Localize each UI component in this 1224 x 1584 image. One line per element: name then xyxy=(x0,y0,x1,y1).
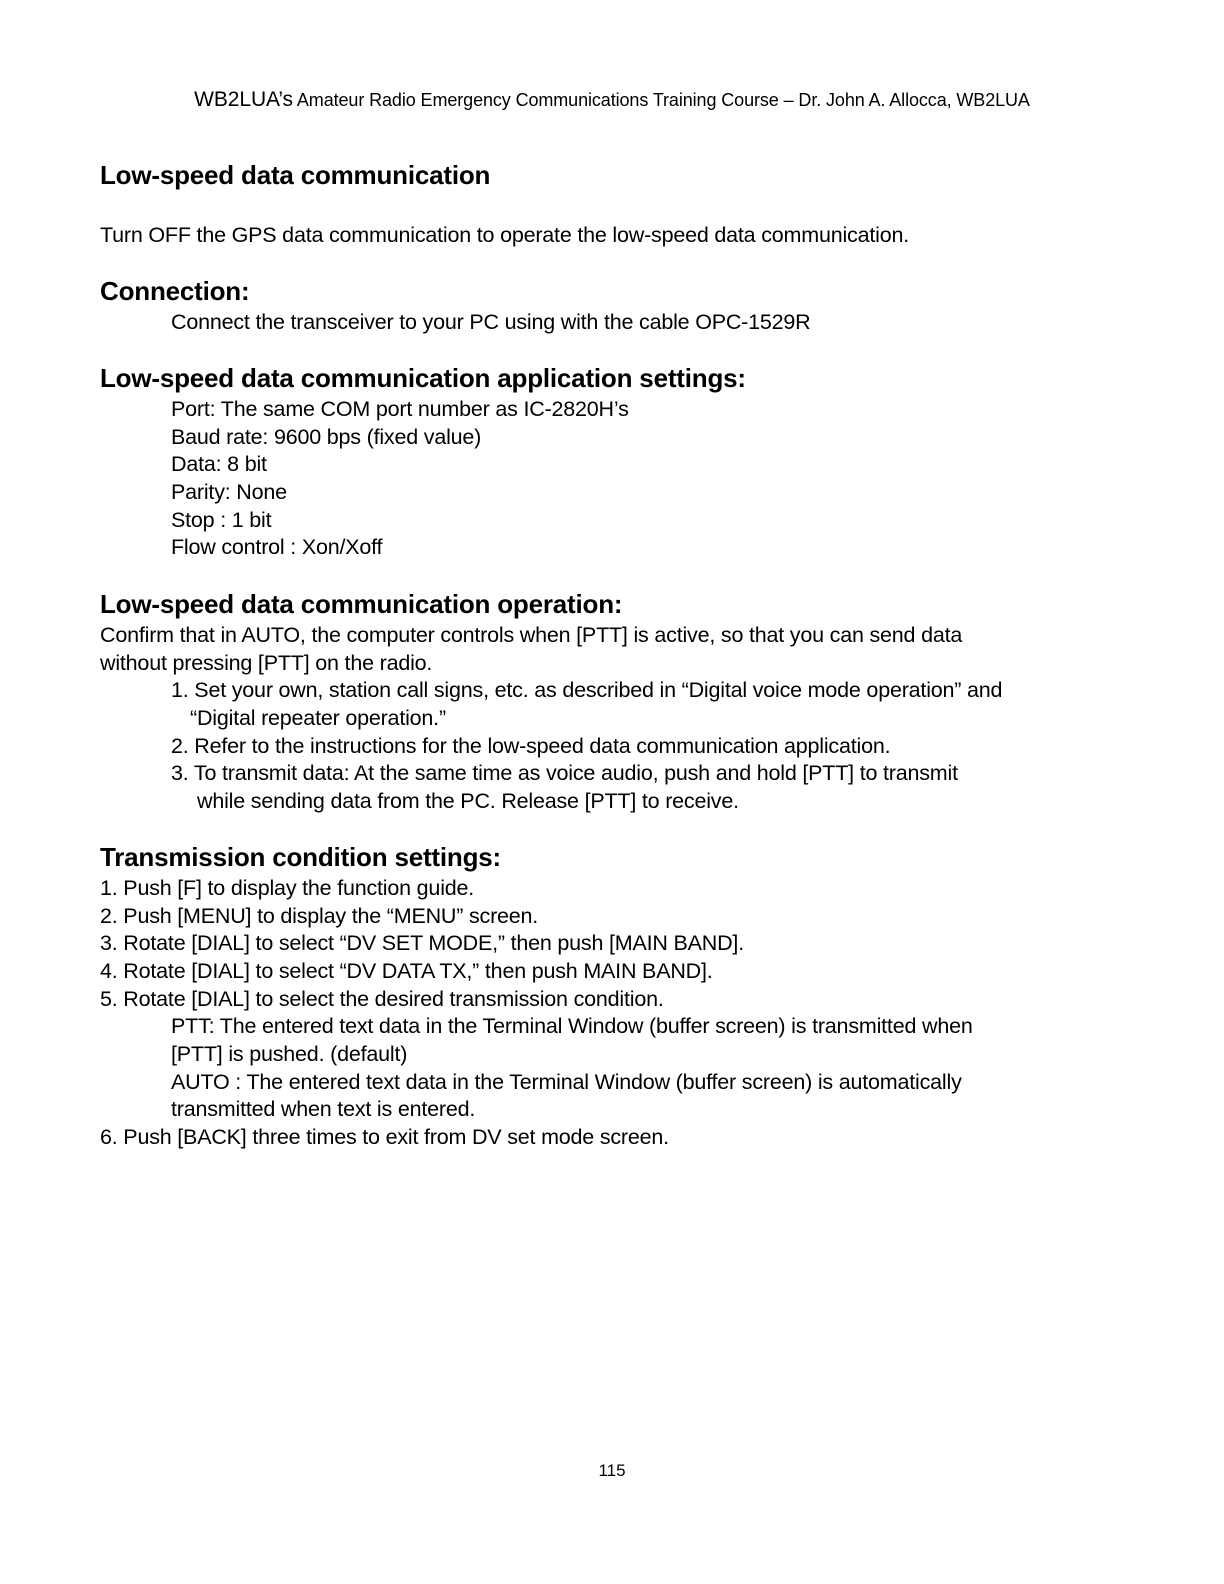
header-callsign: WB2LUA’s xyxy=(194,88,293,111)
section-heading-operation: Low-speed data communication operation: xyxy=(100,589,623,619)
operation-step-3: 3. To transmit data: At the same time as voice audio, push and hold [PTT] to transmit xyxy=(171,761,958,785)
operation-step-1: 1. Set your own, station call signs, etc. as described in “Digital voice mode operation” and xyxy=(171,678,1003,702)
operation-step-3-cont: while sending data from the PC. Release [PTT] to receive. xyxy=(197,789,739,813)
auto-option-line2: transmitted when text is entered. xyxy=(171,1097,476,1121)
section-heading-transmission: Transmission condition settings: xyxy=(100,842,501,872)
section-heading-app-settings: Low-speed data communication application settings: xyxy=(100,363,746,393)
transmission-step-1: 1. Push [F] to display the function guide. xyxy=(100,876,475,900)
page-number: 115 xyxy=(598,1461,626,1480)
transmission-step-4: 4. Rotate [DIAL] to select “DV DATA TX,” then push MAIN BAND]. xyxy=(100,959,713,983)
setting-stop: Stop : 1 bit xyxy=(171,508,272,532)
setting-port: Port: The same COM port number as IC-2820H’s xyxy=(171,397,629,421)
operation-intro-line1: Confirm that in AUTO, the computer controls when [PTT] is active, so that you can send data xyxy=(100,623,963,647)
connection-text: Connect the transceiver to your PC using with the cable OPC-1529R xyxy=(171,310,811,334)
setting-parity: Parity: None xyxy=(171,480,287,504)
transmission-step-3: 3. Rotate [DIAL] to select “DV SET MODE,” then push [MAIN BAND]. xyxy=(100,931,744,955)
transmission-step-2: 2. Push [MENU] to display the “MENU” screen. xyxy=(100,904,539,928)
setting-data: Data: 8 bit xyxy=(171,452,267,476)
transmission-step-6: 6. Push [BACK] three times to exit from DV set mode screen. xyxy=(100,1125,669,1149)
operation-intro-line2: without pressing [PTT] on the radio. xyxy=(100,651,433,675)
section-heading-intro: Low-speed data communication xyxy=(100,160,491,190)
auto-option-line1: AUTO : The entered text data in the Terminal Window (buffer screen) is automatically xyxy=(171,1070,962,1094)
setting-flow: Flow control : Xon/Xoff xyxy=(171,535,383,559)
running-header xyxy=(0,88,1224,112)
transmission-step-5: 5. Rotate [DIAL] to select the desired transmission condition. xyxy=(100,987,664,1011)
header-title: Amateur Radio Emergency Communications Training Course – Dr. John A. Allocca, WB2LUA xyxy=(296,90,1030,110)
setting-baud: Baud rate: 9600 bps (fixed value) xyxy=(171,425,482,449)
operation-step-1-cont: “Digital repeater operation.” xyxy=(190,706,446,730)
ptt-option-line1: PTT: The entered text data in the Terminal Window (buffer screen) is transmitted when xyxy=(171,1014,973,1038)
operation-step-2: 2. Refer to the instructions for the low-speed data communication application. xyxy=(171,734,891,758)
ptt-option-line2: [PTT] is pushed. (default) xyxy=(171,1042,408,1066)
intro-text: Turn OFF the GPS data communication to operate the low-speed data communication. xyxy=(100,223,909,247)
section-heading-connection: Connection: xyxy=(100,276,250,306)
